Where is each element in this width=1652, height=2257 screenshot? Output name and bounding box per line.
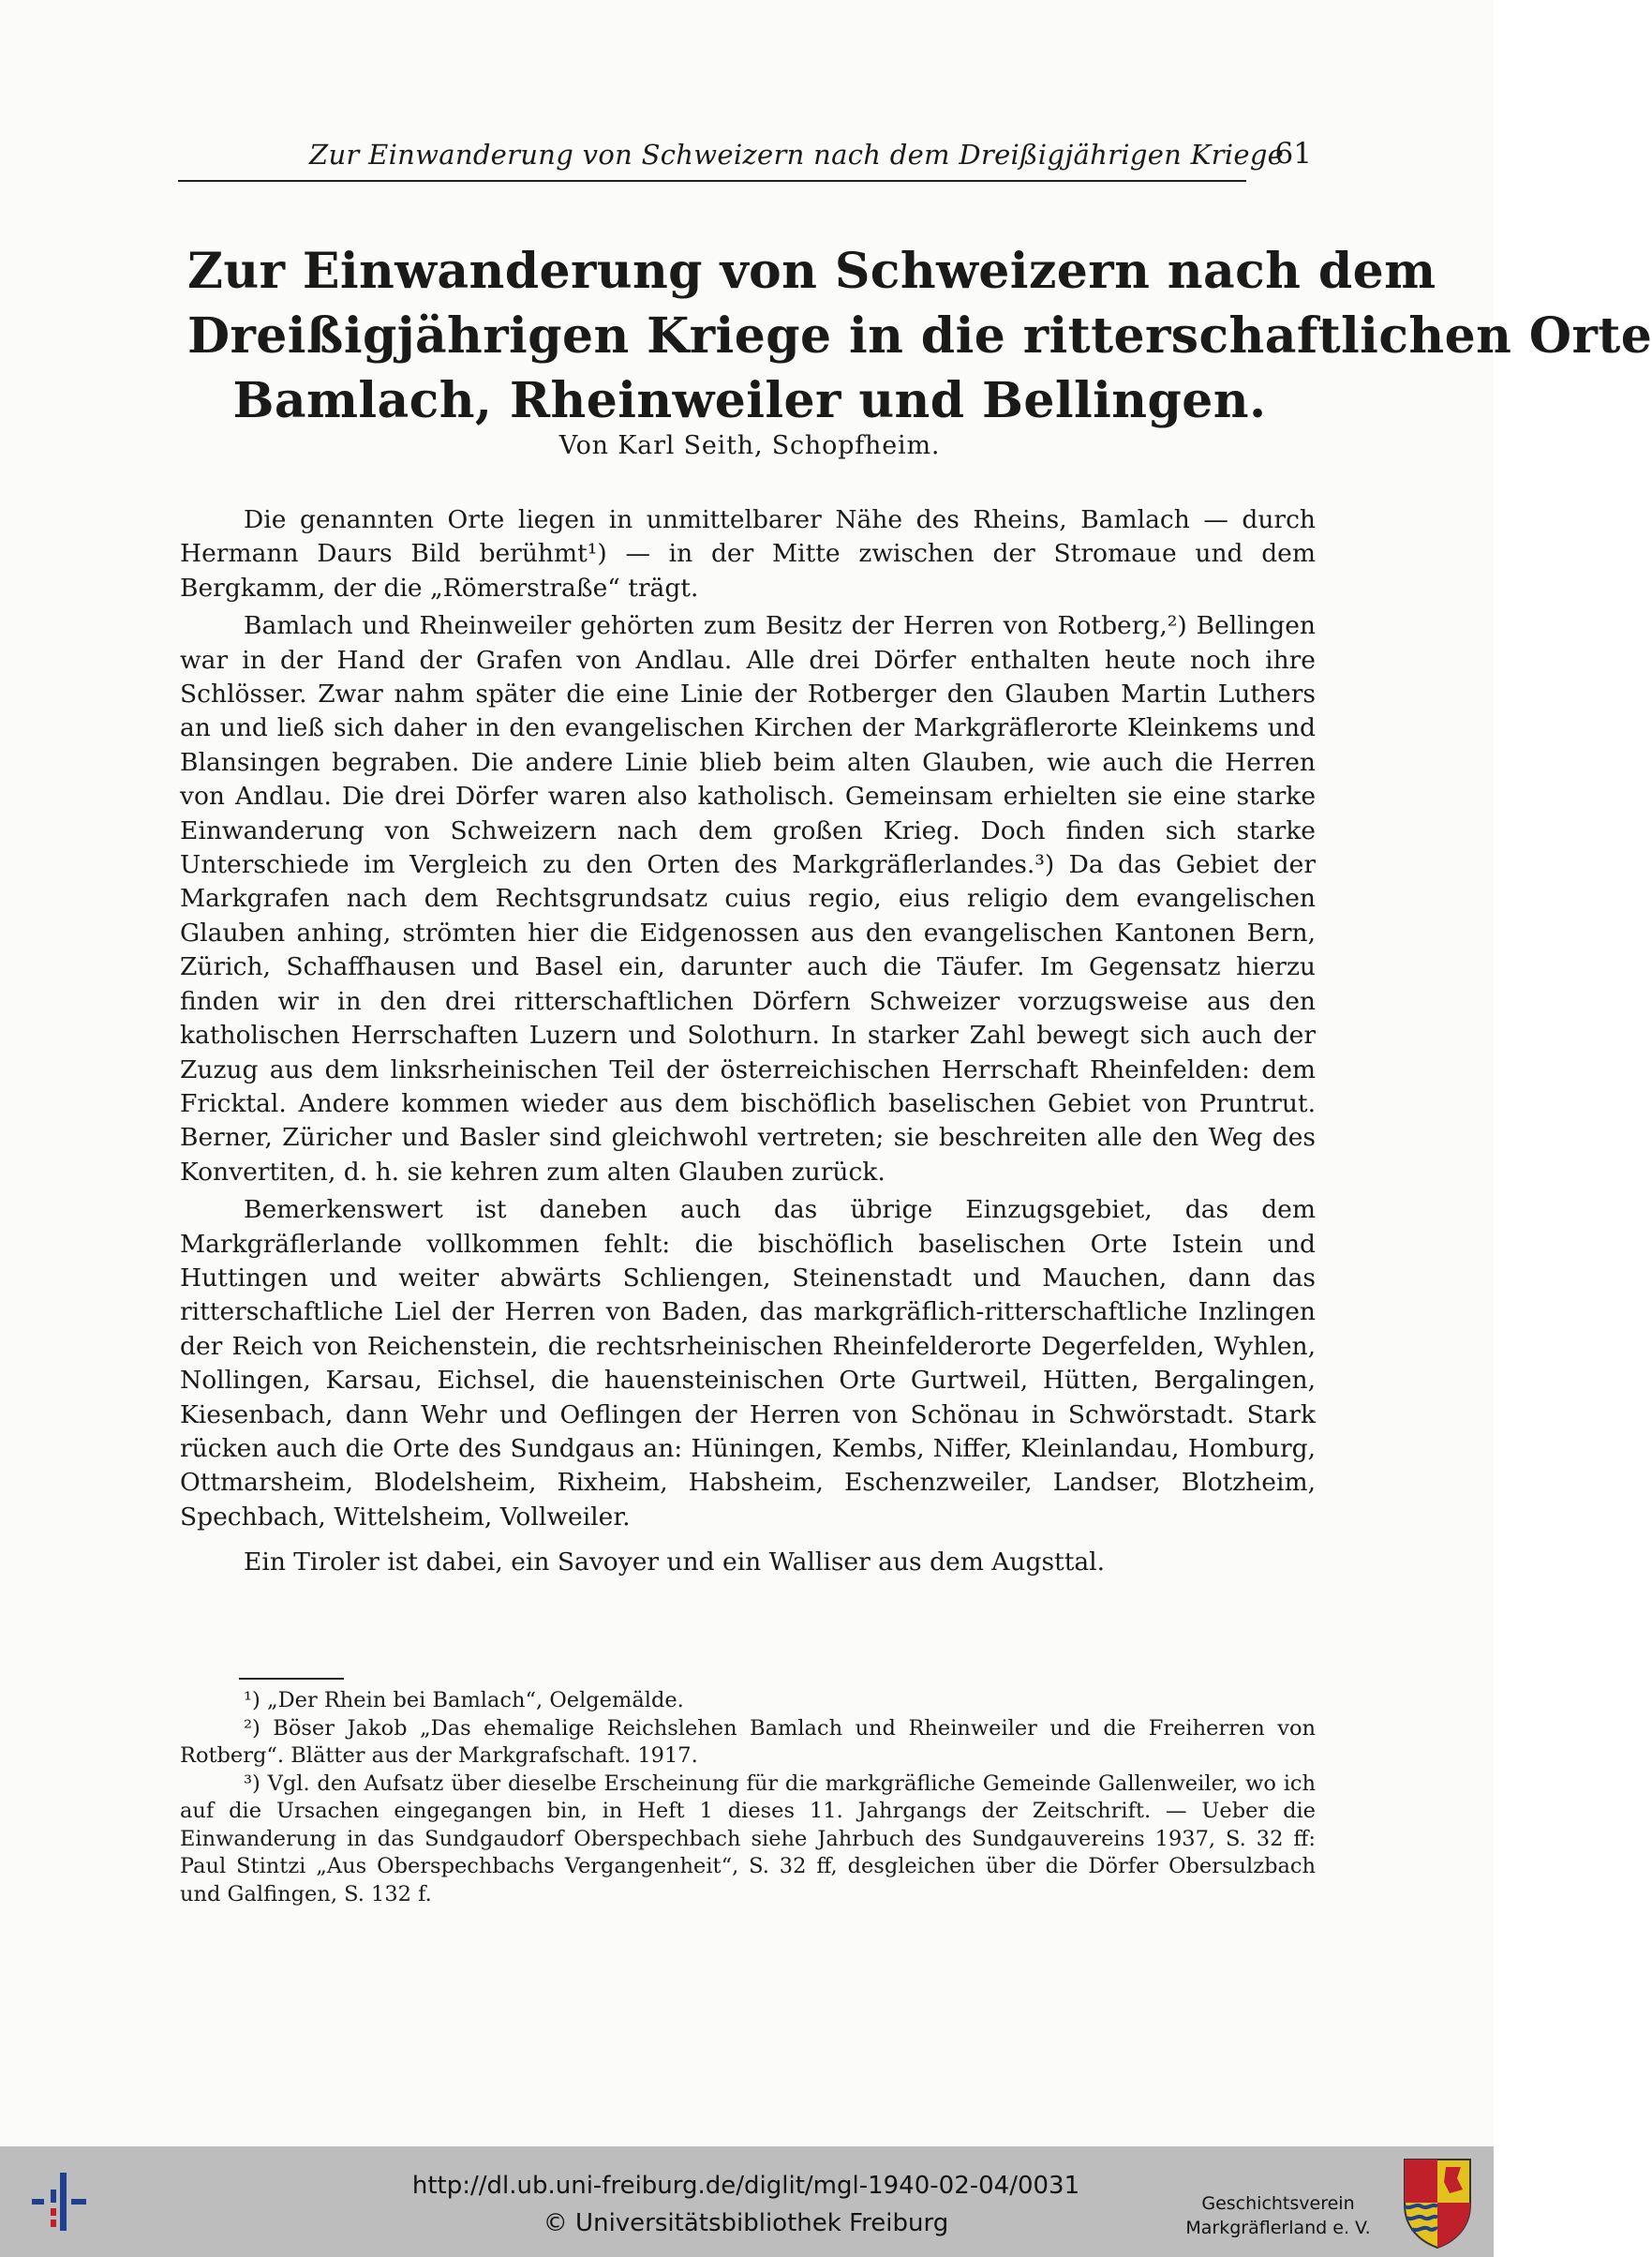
viewer-footer: [0, 2146, 1494, 2257]
footnote: ¹) „Der Rhein bei Bamlach“, Oelgemälde.: [244, 1688, 684, 1712]
ub-freiburg-logo-icon: [26, 2167, 92, 2236]
copyright-notice: © Universitätsbibliothek Freiburg: [543, 2209, 949, 2237]
article-title: [187, 239, 1652, 433]
article-body: [180, 503, 1316, 1580]
byline: Von Karl Seith, Schopfheim.: [558, 431, 941, 460]
header-rule: [178, 180, 1246, 182]
title-line: Bamlach, Rheinweiler und Bellingen.: [232, 372, 1267, 429]
page-number: 61: [1274, 137, 1312, 171]
paragraph: Ein Tiroler ist dabei, ein Savoyer und ein Walliser aus dem Augsttal.: [244, 1547, 1106, 1577]
running-head: [178, 133, 1312, 182]
paragraph: Bemerkenswert ist daneben auch das übrige Einzugsgebiet, das dem Markgräflerlande vollkommen fehlt: die bischöflich baselischen Orte Istein und Huttingen und weiter abwärts Schliengen, Steinenstadt und Mauchen, dann das ritterschaftliche Liel der Herren von Baden, das markgräflich-ritterschaftliche Inzlingen der Reich von Reichenstein, die rechtsrheinischen Rheinfelderorte Degerfelden, Wyhlen, Nollingen, Karsau, Eichsel, die hauensteinischen Orte Gurtweil, Hütten, Bergalingen, Kiesenbach, dann Wehr und Oeflingen der Herren von Schönau in Schwörstadt. Stark rücken auch die Orte des Sundgaus an: Hüningen, Kembs, Niffer, Kleinlandau, Homburg, Ottmarsheim, Blodelsheim, Rixheim, Habsheim, Eschenzweiler, Landser, Blotzheim, Spechbach, Wittelsheim, Vollweiler.: [180, 1195, 1316, 1532]
title-line: Dreißigjährigen Kriege in die ritterschaftlichen Orte: [187, 307, 1652, 365]
coat-of-arms-icon: [1401, 2156, 1474, 2250]
footnote: ²) Böser Jakob „Das ehemalige Reichslehen Bamlach und Rheinweiler und die Freiherren von Rotberg“. Blätter aus der Markgrafschaft. 1917.: [180, 1715, 1316, 1768]
title-line: Zur Einwanderung von Schweizern nach dem: [187, 243, 1436, 300]
permalink[interactable]: http://dl.ub.uni-freiburg.de/diglit/mgl-1940-02-04/0031: [411, 2172, 1080, 2200]
footnote-rule: [239, 1678, 344, 1680]
running-title: Zur Einwanderung von Schweizern nach dem Dreißigjährigen Kriege: [309, 139, 1285, 171]
association-line: Markgräflerland e. V.: [1185, 2218, 1371, 2238]
paragraph: Bamlach und Rheinweiler gehörten zum Besitz der Herren von Rotberg,²) Bellingen war in der Hand der Grafen von Andlau. Alle drei Dörfer enthalten heute noch ihre Schlösser. Zwar nahm später die eine Linie der Rotberger den Glauben Martin Luthers an und ließ sich daher in den evangelischen Kirchen der Markgräflerorte Kleinkems und Blansingen begraben. Die andere Linie blieb beim alten Glauben, wie auch die Herren von Andlau. Die drei Dörfer waren also katholisch. Gemeinsam erhielten sie eine starke Einwanderung von Schweizern nach dem großen Krieg. Doch finden sich starke Unterschiede im Vergleich zu den Orten des Markgräflerlandes.³) Da das Gebiet der Markgrafen nach dem Rechtsgrundsatz cuius regio, eius religio dem evangelischen Glauben anhing, strömten hier die Eidgenossen aus den evangelischen Kantonen Bern, Zürich, Schaffhausen und Basel ein, darunter auch die Täufer. Im Gegensatz hierzu finden wir in den drei ritterschaftlichen Dörfern Schweizer vorzugsweise aus den katholischen Herrschaften Luzern und Solothurn. In starker Zahl bewegt sich auch der Zuzug aus dem linksrheinischen Teil der österreichischen Herrschaft Rheinfelden: dem Fricktal. Andere kommen wieder aus dem bischöflich baselischen Gebiet von Pruntrut. Berner, Züricher und Basler sind gleichwohl vertreten; sie beschreiten alle den Weg des Konvertiten, d. h. sie kehren zum alten Glauben zurück.: [180, 611, 1316, 1187]
association-name: [1166, 2191, 1391, 2240]
association-line: Geschichtsverein: [1201, 2193, 1355, 2214]
footnotes: [180, 1687, 1316, 1908]
footnote: ³) Vgl. den Aufsatz über dieselbe Erscheinung für die markgräfliche Gemeinde Gallenweiler, wo ich auf die Ursachen eingegangen bin, in Heft 1 dieses 11. Jahrgangs der Zeitschrift. — Ueber die Einwanderung in das Sundgaudorf Oberspechbach siehe Jahrbuch des Sundgauvereins 1937, S. 32 ff: Paul Stintzi „Aus Oberspechbachs Vergangenheit“, S. 32 ff, desgleichen über die Dörfer Obersulzbach und Galfingen, S. 132 f.: [180, 1771, 1316, 1906]
paragraph: Die genannten Orte liegen in unmittelbarer Nähe des Rheins, Bamlach — durch Hermann Daurs Bild berühmt¹) — in der Mitte zwischen der Stromaue und dem Bergkamm, der die „Römerstraße“ trägt.: [180, 505, 1316, 603]
